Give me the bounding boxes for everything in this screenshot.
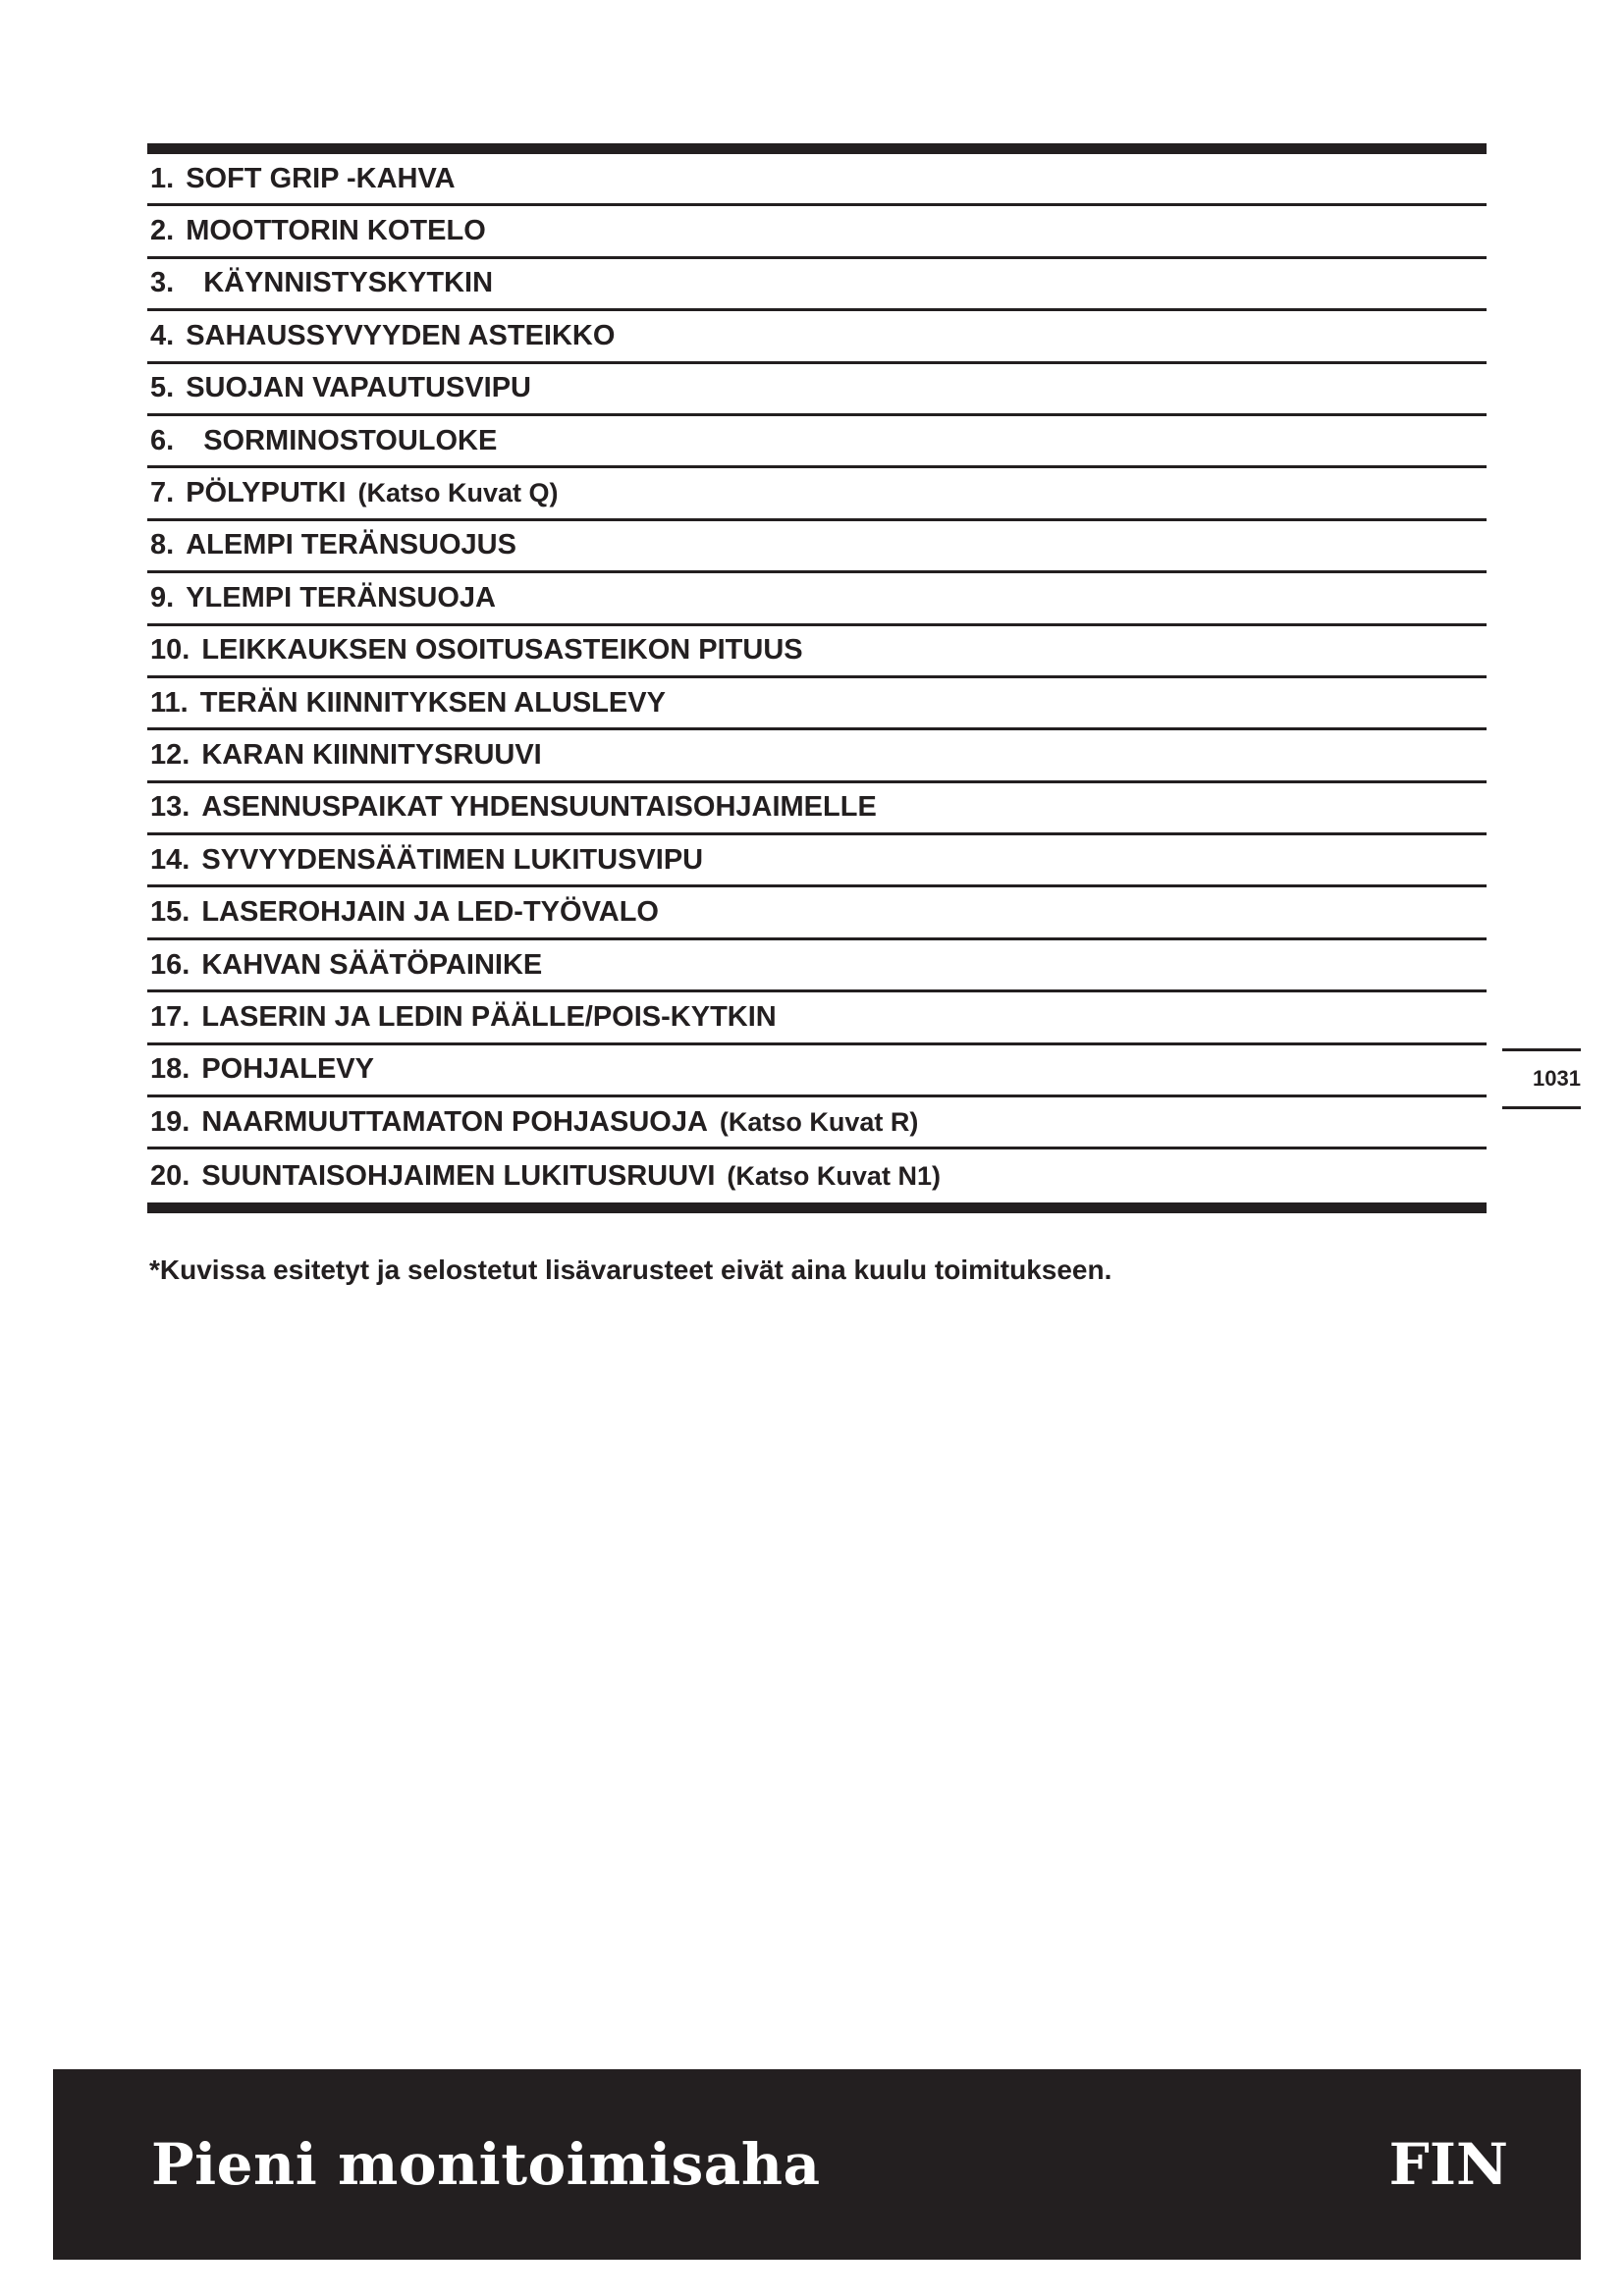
part-name: NAARMUUTTAMATON POHJASUOJA (201, 1105, 708, 1138)
part-row (147, 1045, 1487, 1097)
part-note: (Katso Kuvat R) (719, 1106, 919, 1137)
part-name: SORMINOSTOULOKE (203, 424, 498, 456)
part-number: 13. (150, 791, 190, 824)
part-row (147, 468, 1487, 520)
part-name: PÖLYPUTKI (186, 477, 347, 509)
part-name: SAHAUSSYVYYDEN ASTEIKKO (186, 319, 616, 351)
part-name: YLEMPI TERÄNSUOJA (186, 581, 497, 614)
language-code: FIN (1388, 2131, 1508, 2198)
part-number: 14. (150, 843, 190, 876)
part-row (147, 416, 1487, 468)
part-row (147, 311, 1487, 363)
part-row (147, 678, 1487, 730)
part-name: KARAN KIINNITYSRUUVI (201, 738, 542, 771)
part-number: 6. (150, 424, 175, 456)
part-name: LASERIN JA LEDIN PÄÄLLE/POIS-KYTKIN (201, 1000, 777, 1033)
part-number: 9. (150, 581, 175, 614)
parts-list (147, 143, 1487, 1213)
part-row (147, 835, 1487, 887)
part-number: 11. (150, 686, 189, 719)
part-row (147, 259, 1487, 311)
part-row (147, 992, 1487, 1044)
part-number: 15. (150, 896, 190, 929)
part-number: 3. (150, 267, 175, 299)
part-name: SUOJAN VAPAUTUSVIPU (186, 372, 531, 404)
part-name: TERÄN KIINNITYKSEN ALUSLEVY (199, 686, 666, 719)
part-name: LEIKKAUKSEN OSOITUSASTEIKON PITUUS (201, 634, 803, 667)
part-note: (Katso Kuvat Q) (357, 478, 559, 508)
part-number: 20. (150, 1159, 190, 1192)
footnote: *Kuvissa esitetyt ja selostetut lisävarusteet eivät aina kuulu toimitukseen. (149, 1255, 1112, 1285)
part-number: 1. (150, 162, 175, 194)
part-name: POHJALEVY (201, 1053, 374, 1086)
page-number: 1031 (1502, 1048, 1581, 1109)
part-row (147, 154, 1487, 206)
part-number: 17. (150, 1000, 190, 1033)
part-name: SYVYYDENSÄÄTIMEN LUKITUSVIPU (201, 843, 704, 876)
part-row (147, 573, 1487, 625)
part-row (147, 730, 1487, 782)
part-row (147, 783, 1487, 835)
part-number: 12. (150, 738, 190, 771)
part-name: SOFT GRIP -KAHVA (186, 162, 456, 194)
part-number: 8. (150, 529, 175, 561)
part-name: LASEROHJAIN JA LED-TYÖVALO (201, 896, 659, 929)
part-name: MOOTTORIN KOTELO (186, 215, 486, 247)
part-number: 19. (150, 1105, 190, 1138)
part-number: 5. (150, 372, 175, 404)
part-name: KÄYNNISTYSKYTKIN (203, 267, 494, 299)
part-row (147, 940, 1487, 992)
part-row (147, 626, 1487, 678)
part-number: 10. (150, 634, 190, 667)
part-row (147, 1097, 1487, 1149)
part-note: (Katso Kuvat N1) (727, 1160, 941, 1191)
part-name: KAHVAN SÄÄTÖPAINIKE (201, 948, 543, 981)
part-number: 18. (150, 1053, 190, 1086)
part-row (147, 521, 1487, 573)
part-number: 4. (150, 319, 175, 351)
part-row (147, 887, 1487, 939)
part-row (147, 364, 1487, 416)
footer-bar (53, 2069, 1581, 2260)
part-row (147, 1149, 1487, 1201)
part-number: 2. (150, 215, 175, 247)
part-number: 7. (150, 477, 175, 509)
part-name: SUUNTAISOHJAIMEN LUKITUSRUUVI (201, 1159, 716, 1192)
part-name: ASENNUSPAIKAT YHDENSUUNTAISOHJAIMELLE (201, 791, 877, 824)
part-row (147, 206, 1487, 258)
part-name: ALEMPI TERÄNSUOJUS (186, 529, 516, 561)
product-title: Pieni monitoimisaha (151, 2131, 821, 2198)
part-number: 16. (150, 948, 190, 981)
